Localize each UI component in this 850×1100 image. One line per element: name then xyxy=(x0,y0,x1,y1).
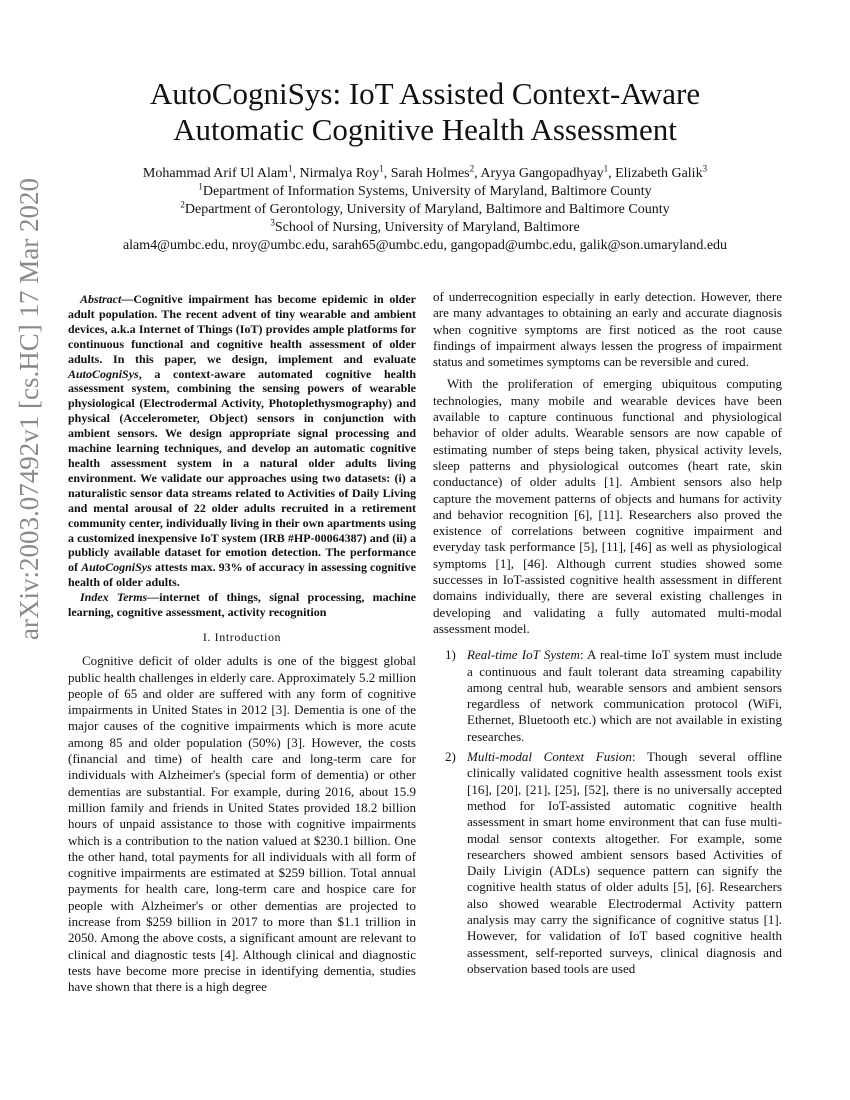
list-number: 1) xyxy=(445,647,456,663)
affiliation-mark: 2 xyxy=(180,199,185,210)
author-affiliation-mark: 1 xyxy=(379,163,384,174)
intro-paragraph-1-continued: of underrecognition especially in early detection. However, there are many advantages to obtaining an early and accurate diagnosis when cognitive symptoms are first noticed as the root cause findings of impairment always lessen the progress of impairment status and sometimes symptoms can be reversible and cured. xyxy=(433,289,782,370)
system-name: AutoCogniSys xyxy=(68,366,139,381)
abstract-text: —Cognitive impairment has become epidemic in older adult population. The recent advent of tiny wearable and ambient devices, a.k.a Internet of Things (IoT) provides ample platforms for continuous functional and cognitive health assessment of older adults. In this paper, we design, implement and evaluate xyxy=(68,292,416,366)
author-emails: alam4@umbc.edu, nroy@umbc.edu, sarah65@umbc.edu, gangopad@umbc.edu, galik@son.umaryland.edu xyxy=(122,238,728,253)
affiliation-mark: 1 xyxy=(198,181,203,192)
index-terms-label: Index Terms xyxy=(80,590,148,605)
author-affiliation-mark: 2 xyxy=(469,163,475,174)
affiliation-3 xyxy=(40,219,810,237)
section-heading: I. Introduction xyxy=(202,629,282,644)
title-line-2: Automatic Cognitive Health Assessment xyxy=(173,112,677,147)
list-item-text: : A real-time IoT system must include a continuous and fault tolerant data streaming capability among central hub, wearable sensors and ambient sensors regardless of network communication protocol (WiFi, Ethernet, Bluetooth etc.) which are not available in existing researches. xyxy=(467,647,782,744)
author-affiliation-mark: 1 xyxy=(287,163,293,174)
affiliation-text: Department of Gerontology, University of Maryland, Baltimore and Baltimore County xyxy=(184,202,670,217)
author-affiliation-mark: 1 xyxy=(603,163,609,174)
affiliation-1 xyxy=(40,183,810,201)
arxiv-stamp: arXiv:2003.07492v1 [cs.HC] 17 Mar 2020 xyxy=(14,178,44,640)
affiliation-text: School of Nursing, University of Maryland, Baltimore xyxy=(274,220,580,235)
intro-paragraph-2: With the proliferation of emerging ubiquitous computing technologies, many mobile and wearable devices have been available to capture continuous functional and physiological behavior of older adults. Wearable sensors are now capable of estimating number of steps being taken, physical activity levels, sleep patterns and physiological outcomes (heart rate, skin conductance) of older adults [1]. Ambient sensors also help capture the movement patterns of objects and humans for activity and behavior recognition [6], [11]. Researchers also proved the existence of correlations between cognitive impairment and everyday task performance [5], [11], [46] as well as physiological symptoms [1], [46]. Although current studies showed some successes in IoT-assisted cognitive health assessment in different domains individually, there are several existing challenges in developing and validating a fully automated multi-modal assessment model. xyxy=(433,376,782,636)
author-name: Nirmalya Roy xyxy=(299,166,380,181)
author-block xyxy=(40,165,810,255)
title-line-1: AutoCogniSys: IoT Assisted Context-Aware xyxy=(149,76,701,111)
author-name: Elizabeth Galik xyxy=(615,166,703,181)
affiliation-text: Department of Information Systems, University of Maryland, Baltimore County xyxy=(202,184,652,199)
author-affiliation-mark: 3 xyxy=(702,163,708,174)
affiliation-2 xyxy=(40,201,810,219)
left-column xyxy=(68,292,416,995)
index-terms xyxy=(68,590,416,620)
paper-title xyxy=(40,76,810,148)
affiliation-mark: 3 xyxy=(270,217,275,228)
intro-paragraph-1: Cognitive deficit of older adults is one of the biggest global public health challenges in elderly care. Approximately 5.2 million people of 65 and older are suffered with any form of cognitive impairments in United States in 2012 [3]. Dementia is one of the major causes of the cognitive impairments which is more acute among 85 and older population (50%) [3]. However, the costs (financial and time) of health care and long-term care for individuals with Alzheimer's (special form of dementia) or other dementias are substantial. For example, during 2016, about 15.9 million family and friends in United States provided 18.2 billion hours of unpaid assistance to those with cognitive impairments which is a contribution to the nation valued at $230.1 billion. One the other hand, total payments for all individuals with all form of cognitive impairments are estimated at $259 billion. Total annual payments for health care, long-term care and hospice care for people with Alzheimer's or other dementias are projected to increase from $259 billion in 2017 to more than $1.1 trillion in 2050. Among the above costs, a significant amount are relevant to clinical and diagnostic tests [4]. Although clinical and diagnostic tests have become more precise in identifying dementia, studies have shown that there is a high degree xyxy=(68,653,417,995)
list-item-text: : Though several offline clinically validated cognitive health assessment tools exist [16], [20], [21], [25], [52], there is no universally accepted method for IoT-assisted automatic cognitive health assessment in smart home environment that can fuse multi-modal sensor contexts altogether. For example, some researchers showed ambient sensors based Activities of Daily Livigin (ADLs) sequence pattern can signify the cognitive health status of older adults [5], [6]. Researchers also showed wearable Electrodermal Activity pattern analysis may carry the significance of cognitive status [1]. However, for validation of IoT based cognitive health assessment, self-reported surveys, clinical diagnosis and observation based tools are used xyxy=(467,749,782,976)
index-terms-text: —internet of things, signal processing, machine learning, cognitive assessment, activity recognition xyxy=(68,590,416,620)
abstract xyxy=(68,292,416,590)
abstract-text: attests max. 93% of accuracy in assessing cognitive health of older adults. xyxy=(68,560,417,590)
author-name: Mohammad Arif Ul Alam xyxy=(142,166,288,181)
author-name: Aryya Gangopadhyay xyxy=(480,166,604,181)
author-name: Sarah Holmes xyxy=(390,166,470,181)
list-item xyxy=(433,647,782,745)
author-list: Mohammad Arif Ul Alam$^1$, Nirmalya Roy$^1$, Sarah Holmes$^2$, Aryya Gangopadhyay$^1$, Elizabeth Galik$^3$ xyxy=(142,163,708,181)
list-item xyxy=(433,749,782,977)
list-item-heading: Multi-modal Context Fusion xyxy=(467,749,632,765)
abstract-text: , a context-aware automated cognitive health assessment system, combining the sensing powers of wearable physiological (Electrodermal Activity, Photoplethysmography) and physical (Accelerometer, Object) sensors in conjunction with ambient sensors. We design appropriate signal processing and machine learning techniques, and develop an automatic cognitive health assessment system in a natural older adults living environment. We validate our approaches using two datasets: (i) a naturalistic sensor data streams related to Activities of Daily Living and mental arousal of 22 older adults recruited in a retirement community center, individually living in their own apartments using a customized inexpensive IoT system (IRB #HP-00064387) and (ii) a publicly available dataset for emotion detection. The performance of xyxy=(68,366,416,575)
list-item-heading: Real-time IoT System xyxy=(467,647,580,663)
system-name: AutoCogniSys xyxy=(81,560,152,575)
challenge-list xyxy=(433,647,782,977)
right-column xyxy=(433,289,782,981)
list-number: 2) xyxy=(445,749,456,765)
abstract-label: Abstract xyxy=(80,292,122,306)
